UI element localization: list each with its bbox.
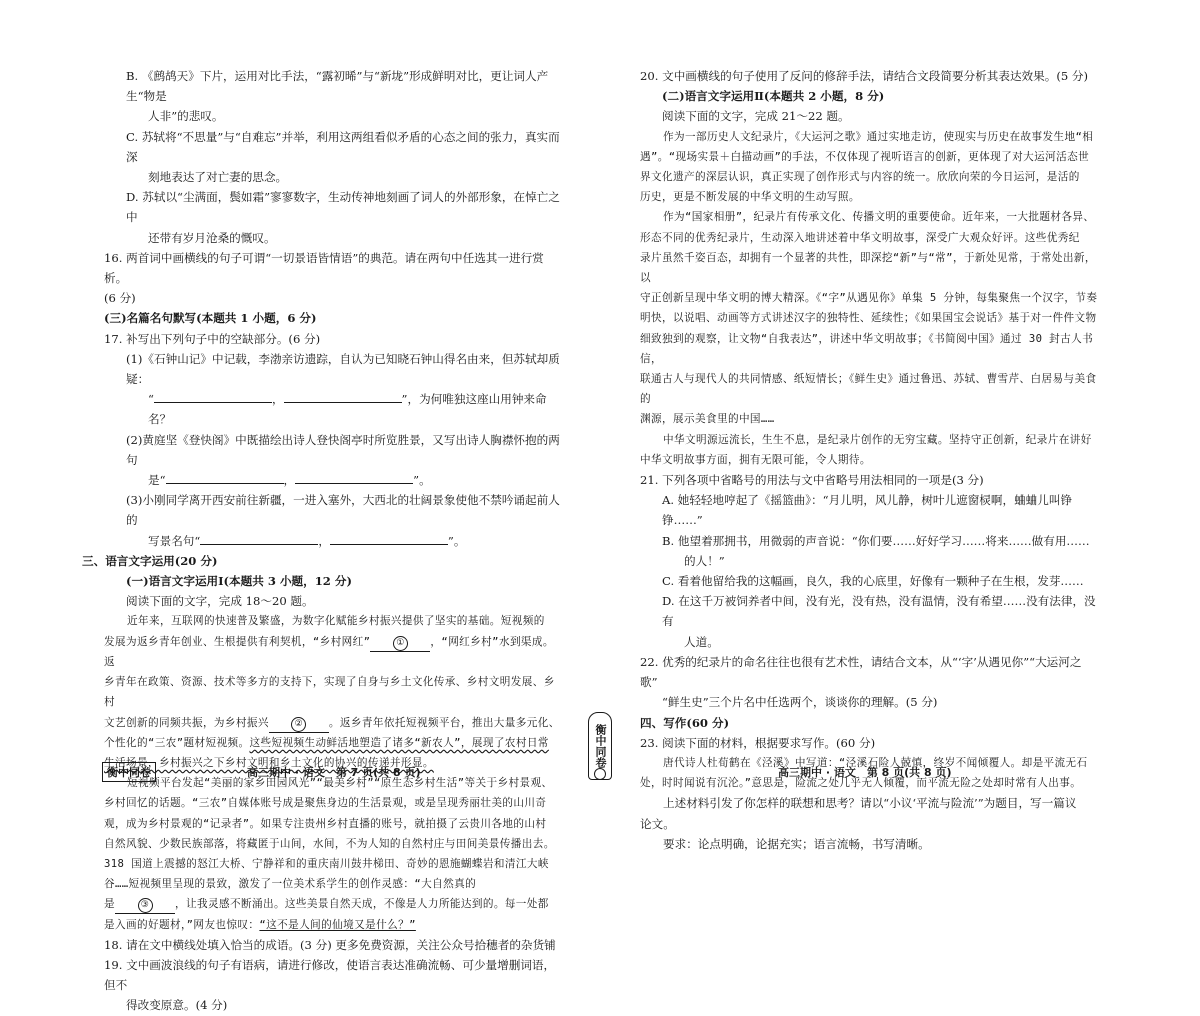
page-footer-left: 高三期中 · 语文 第 7 页(共 8 页) xyxy=(247,766,421,779)
question-22: 22. 优秀的纪录片的命名往往也很有艺术性，请结合文本，从“‘字’从遇见你”“大运河之歌” xyxy=(640,654,1082,690)
q17-item-3: (3)小刚同学离开西安前往新疆，一进入塞外，大西北的壮阔景象使他不禁吟诵起前人的 xyxy=(126,493,560,528)
q21-option-c: C. 看着他留给我的这幅画，良久，我的心底里，好像有一颗种子在生根，发芽…… xyxy=(662,574,1084,589)
writing-prompt: 上述材料引发了你怎样的联想和思考？请以“小议‘平流与险流’”为题目，写一篇议 xyxy=(663,796,1077,811)
underlined-sentence: “这不是人间的仙境又是什么？” xyxy=(259,918,416,931)
right-page-column xyxy=(640,66,1098,854)
question-20: 20. 文中画横线的句子使用了反问的修辞手法，请结合文段简要分析其表达效果。(5 分) xyxy=(640,69,1089,83)
left-page-column xyxy=(82,66,562,1016)
reading-instruction-21: 阅读下面的文字，完成 21～22 题。 xyxy=(662,109,850,124)
subsection-2-heading: (二)语言文字运用Ⅱ(本题共 2 小题，8 分) xyxy=(662,89,885,104)
reading-instruction-18: 阅读下面的文字，完成 18～20 题。 xyxy=(126,594,314,609)
writing-requirements: 要求：论点明确，论据充实；语言流畅，书写清晰。 xyxy=(663,836,930,851)
q15-option-d: D. 苏轼以“尘满面，鬓如霜”寥寥数字，生动传神地刻画了词人的外部形象，在悼亡之中 xyxy=(126,190,560,225)
answer-blank[interactable] xyxy=(330,544,448,545)
question-19: 19. 文中画波浪线的句子有语病，请进行修改，使语言表达准确流畅、可少量增删词语，但不 xyxy=(104,957,556,993)
q17-item-1: (1)《石钟山记》中记载，李渤亲访遗踪，自认为已知晓石钟山得名由来，但苏轼却质疑： xyxy=(126,351,560,387)
part-4-heading: 四、写作(60 分) xyxy=(640,715,730,730)
q17-item-1-blanks: “ ， ”，为何唯独这座山用钟来命名？ xyxy=(148,392,547,427)
q21-option-b: B. 他望着那拥书，用微弱的声音说：“你们要……好好学习……将来……做有用…… xyxy=(662,533,1090,548)
blank-3[interactable]: ③ xyxy=(115,897,175,914)
section-3-heading: (三)名篇名句默写(本题共 1 小题，6 分) xyxy=(104,311,317,326)
question-19-cont: 得改变原意。(4 分) xyxy=(126,998,228,1013)
q21-option-d: D. 在这千万被饲养者中间，没有光，没有热，没有温情，没有希望……没有法律，没有 xyxy=(662,594,1096,629)
part-3-heading: 三、语言文字运用(20 分) xyxy=(82,553,218,568)
answer-blank[interactable] xyxy=(284,402,402,403)
subsection-1-heading: (一)语言文字运用Ⅰ(本题共 3 小题，12 分) xyxy=(126,574,352,589)
seal-ornament-icon xyxy=(594,768,606,780)
blank-2[interactable]: ② xyxy=(269,716,329,733)
q21-option-d-cont: 人道。 xyxy=(684,634,719,649)
answer-blank[interactable] xyxy=(166,483,284,484)
q15-option-c: C. 苏轼将“不思量”与“自难忘”并举，利用这两组看似矛盾的心态之间的张力，真实而深 xyxy=(126,129,560,164)
q15-option-d-cont: 还带有岁月沧桑的慨叹。 xyxy=(148,230,276,245)
q17-item-2-blanks: 是“ ， ”。 xyxy=(148,473,431,488)
page-footer-right: 高三期中 · 语文 第 8 页(共 8 页) xyxy=(778,766,952,779)
q17-item-3-blanks: 写景名句“ ， ”。 xyxy=(148,533,466,548)
question-23: 23. 阅读下面的材料，根据要求写作。(60 分) xyxy=(640,735,876,750)
question-22-cont: “鲜生史”三个片名中任选两个，谈谈你的理解。(5 分) xyxy=(662,695,938,710)
brand-badge: 衡中同卷 xyxy=(102,762,156,782)
q15-option-b: B. 《鹧鸪天》下片，运用对比手法，“露初晞”与“新垅”形成鲜明对比，更让词人产生“物是 xyxy=(126,69,549,104)
question-17: 17. 补写出下列句子中的空缺部分。(6 分) xyxy=(104,331,321,346)
q21-option-a: A. 她轻轻地哼起了《摇篮曲》：“月儿明，风儿静，树叶儿遮窗棂啊，蛐蛐儿叫铮铮……” xyxy=(662,493,1073,528)
q17-item-2: (2)黄庭坚《登快阁》中既描绘出诗人登快阁亭时所览胜景，又写出诗人胸襟怀抱的两句 xyxy=(126,432,560,467)
question-18: 18. 请在文中横线处填入恰当的成语。(3 分) 更多免费资源，关注公众号拾穗者的杂货铺 xyxy=(104,937,556,952)
wavy-underlined-sentence: 这些短视频生动鲜活地塑造了诸多“新农人”，展现了农村日常 xyxy=(249,736,549,749)
passage-21-22: 作为一部历史人文纪录片，《大运河之歌》通过实地走访，使现实与历史在故事发生地“相 遇”。“现场实景＋白描动画”的手法，不仅体现了视听语言的创新，更体现了对大运河活态世 界文化遗产的深层认识，真正实现了创作形式与内容的统一。欣欣向荣的今日运河，是活的 历史，更是不断发展的中华文明的生动写照。 作为“国家相册”，纪录片有传承文化、传播文明的重要使命。近年来，一大批题材各异、 形态不同的优秀纪录片，生动深入地讲述着中华文明故事，深受广大观众好评。这些优秀纪 录片虽然千姿百态，却拥有一个显著的共性，即深挖“新”与“常”，于新处见常，于常处出新，以 守正创新呈现中华文明的博大精深。《“字”从遇见你》单集 5 分钟，每集聚焦一个汉字，节奏 明快，以说唱、动画等方式讲述汉字的独特性、延续性；《如果国宝会说话》基于对一件件文物 细致独到的观察，让文物“自我表达”，讲述中华文明故事；《书简阅中国》通过 30 封古人书信， 联通古人与现代人的共同情感、纸短情长；《鲜生史》通过鲁迅、苏轼、曹雪芹、白居易与美食的 渊源，展示美食里的中国…… 中华文明源远流长，生生不息，是纪录片创作的无穷宝藏。坚持守正创新，纪录片在讲好 中华文明故事方面，拥有无限可能，令人期待。 xyxy=(640,130,1098,466)
question-16-score: (6 分) xyxy=(104,291,136,306)
q15-option-b-cont: 人非”的悲叹。 xyxy=(148,109,224,124)
passage-18-20: 近年来，互联网的快速普及繁盛，为数字化赋能乡村振兴提供了坚实的基础。短视频的 发展为返乡青年创业、生根提供有利契机，“乡村网红” ① ，“网红乡村”水到渠成。返 乡青年在政策、资源、技术等多方的支持下，实现了自身与乡土文化传承、乡村文明发展、乡村 文艺创新的同频共振，为乡村振兴 ② 。返乡青年依托短视频平台，推出大量多元化、 个性化的“三农”题材短视频。这些短视频生动鲜活地塑造了诸多“新农人”，展现了农村日常 生活场景，乡村振兴之下乡村文明和乡土文化的协兴的传递并形显。 短视频平台发起“美丽的家乡田园风光”“最美乡村”“原生态乡村生活”等关于乡村景观、 乡村回忆的话题。“三农”自媒体账号成是聚焦身边的生活景观，或是呈现秀丽壮美的山川奇 观，成为乡村景观的“记录者”。如果专注贵州乡村直播的账号，就拍摄了云贵川各地的山村 自然风貌、少数民族部落，将藏匿于山间，水间，不为人知的自然村庄与田间美景传播出去。 318 国道上震撼的怒江大桥、宁静祥和的重庆南川鼓井梯田、奇妙的恩施蝴蝶岩和清江大峡 谷……短视频里呈现的景致，激发了一位美术系学生的创作灵感：“大自然真的 是 ③ ，让我灵感不断涌出。这些美景自然天成，不像是人力所能达到的。每一处都 是入画的好题材，”网友也惊叹：“这不是人间的仙境又是什么？” xyxy=(104,615,560,931)
answer-blank[interactable] xyxy=(154,402,272,403)
answer-blank[interactable] xyxy=(295,483,413,484)
q15-option-c-cont: 刻地表达了对亡妻的思念。 xyxy=(148,170,288,185)
question-16: 16. 两首词中画横线的句子可谓“一切景语皆情语”的典范。请在两句中任选其一进行赏析。 xyxy=(104,250,544,286)
spine-seal: 衡中同卷 xyxy=(588,712,612,780)
writing-material: 唐代诗人杜荀鹤在《泾溪》中写道：“泾溪石险人兢慎，终岁不闻倾覆人。却是平流无石 处，时时闻说有沉沦。”意思是，险流之处几乎无人倾覆，而平流无险之处却时常有人出事。 xyxy=(640,756,1088,790)
q21-option-b-cont: 的人！” xyxy=(684,553,725,568)
writing-prompt-cont: 论文。 xyxy=(640,816,675,831)
question-21: 21. 下列各项中省略号的用法与文中省略号用法相同的一项是(3 分) xyxy=(640,473,984,488)
blank-1[interactable]: ① xyxy=(370,635,430,652)
answer-blank[interactable] xyxy=(200,544,318,545)
wavy-underlined-sentence-cont: 生活场景，乡村振兴之下乡村文明和乡土文化的协兴的传递并形显。 xyxy=(104,756,434,769)
